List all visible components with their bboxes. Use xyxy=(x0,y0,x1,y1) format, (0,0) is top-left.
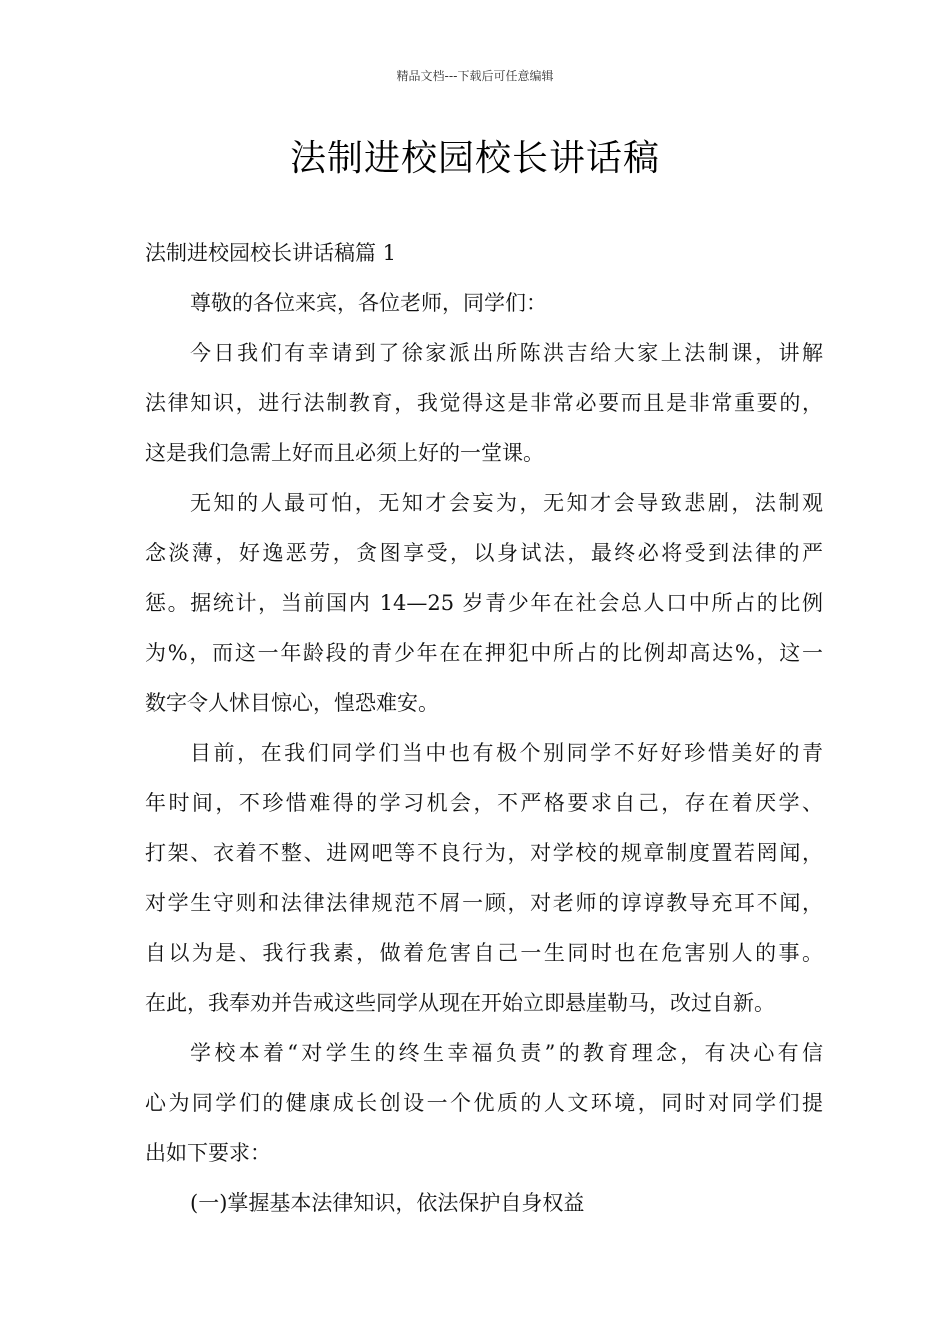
paragraph-line: 法律知识，进行法制教育，我觉得这是非常必要而且是非常重要的， xyxy=(145,391,823,415)
document-title: 法制进校园校长讲话稿 xyxy=(289,138,660,179)
paragraph-line: 打架、衣着不整、进网吧等不良行为，对学校的规章制度置若罔闻， xyxy=(145,841,823,865)
paragraph-line: 心为同学们的健康成长创设一个优质的人文环境，同时对同学们提 xyxy=(145,1091,823,1115)
paragraph-line: 自以为是、我行我素，做着危害自己一生同时也在危害别人的事。 xyxy=(145,941,823,965)
document-header-note: 精品文档---下载后可任意编辑 xyxy=(396,69,554,83)
paragraph-line: 念淡薄，好逸恶劳，贪图享受，以身试法，最终必将受到法律的严 xyxy=(145,541,823,565)
paragraph-line: 今日我们有幸请到了徐家派出所陈洪吉给大家上法制课，讲解 xyxy=(190,341,823,365)
paragraph-line: 在此，我奉劝并告戒这些同学从现在开始立即悬崖勒马，改过自新。 xyxy=(145,991,775,1015)
paragraph-line: 惩。据统计，当前国内 14—25 岁青少年在社会总人口中所占的比例 xyxy=(145,591,823,615)
paragraph-line: 目前，在我们同学们当中也有极个别同学不好好珍惜美好的青 xyxy=(190,741,823,765)
paragraph-line: 学校本着“对学生的终生幸福负责”的教育理念，有决心有信 xyxy=(190,1041,823,1065)
paragraph-line: 无知的人最可怕，无知才会妄为，无知才会导致悲剧，法制观 xyxy=(190,491,823,515)
paragraph-line: 对学生守则和法律法律规范不屑一顾，对老师的谆谆教导充耳不闻， xyxy=(145,891,823,915)
section-heading: 法制进校园校长讲话稿篇 1 xyxy=(145,241,397,265)
paragraph-line: 尊敬的各位来宾，各位老师，同学们： xyxy=(190,291,547,315)
paragraph-line: (一)掌握基本法律知识，依法保护自身权益 xyxy=(190,1191,585,1215)
paragraph-line: 为%，而这一年龄段的青少年在在押犯中所占的比例却高达%，这一 xyxy=(145,641,823,665)
paragraph-line: 数字令人怵目惊心，惶恐难安。 xyxy=(145,691,439,715)
paragraph-line: 出如下要求： xyxy=(145,1141,271,1165)
document-body xyxy=(145,233,823,1233)
paragraph-line: 这是我们急需上好而且必须上好的一堂课。 xyxy=(145,441,544,465)
paragraph-line: 年时间，不珍惜难得的学习机会，不严格要求自己，存在着厌学、 xyxy=(145,791,823,815)
